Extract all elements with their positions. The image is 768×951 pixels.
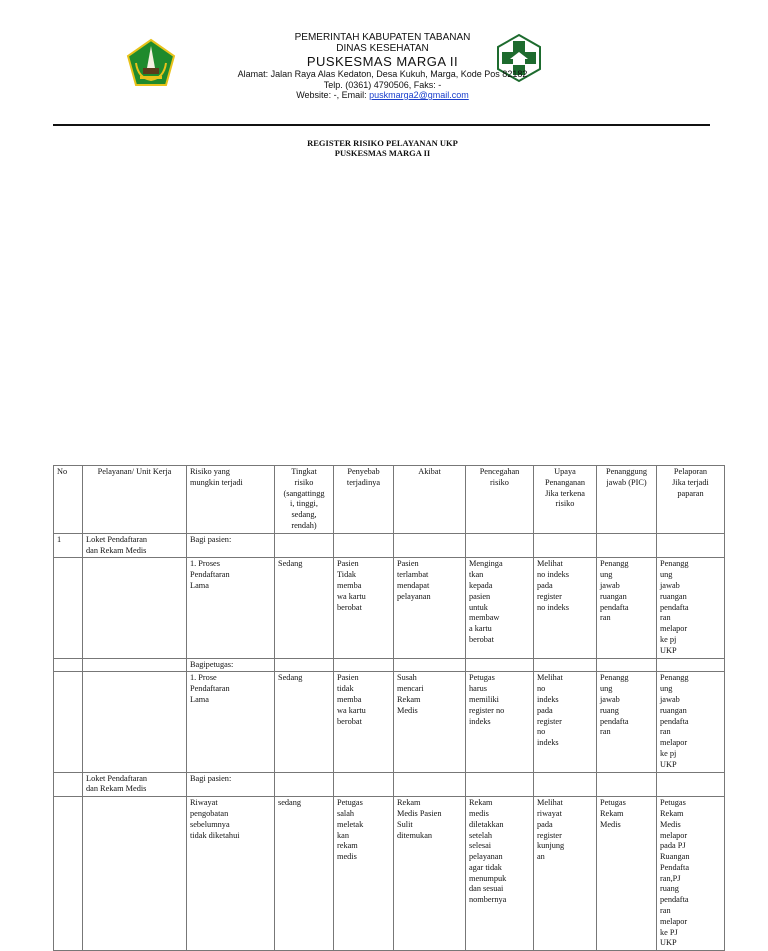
column-header: Pelaporan Jika terjadi paparan [657,466,725,534]
column-header: Pelayanan/ Unit Kerja [83,466,187,534]
table-cell: Loket Pendaftaran dan Rekam Medis [83,772,187,797]
column-header: Penanggung jawab (PIC) [597,466,657,534]
table-cell: Petugas Rekam Medis [597,797,657,951]
table-cell [466,772,534,797]
table-cell [54,658,83,672]
table-cell: Pasien terlambat mendapat pelayanan [394,558,466,658]
website-email [200,90,565,101]
table-cell [83,797,187,951]
column-header: Risiko yang mungkin terjadi [187,466,275,534]
table-cell: Petugas Rekam Medis melapor pada PJ Ruangan Pendafta ran,PJ ruang pendafta ran melapor ke PJ UKP [657,797,725,951]
table-row [54,558,725,658]
table-cell [534,658,597,672]
table-cell [83,658,187,672]
table-cell: Penangg ung jawab ruangan pendafta ran [597,558,657,658]
table-cell: Melihat no indeks pada register no indeks [534,672,597,772]
table-cell [466,533,534,558]
table-cell [334,772,394,797]
address: Alamat: Jalan Raya Alas Kedaton, Desa Kukuh, Marga, Kode Pos 82182 [237,69,528,79]
table-cell [394,658,466,672]
risk-register-table [53,465,725,951]
document-title-block [200,138,565,158]
table-cell [597,772,657,797]
table-cell: 1. Prose Pendaftaran Lama [187,672,275,772]
table-cell [394,533,466,558]
document-title: REGISTER RISIKO PELAYANAN UKP [307,138,458,148]
column-header: Pencegahan risiko [466,466,534,534]
department-name: DINAS KESEHATAN [336,43,429,54]
phone: Telp. (0361) 4790506, Faks: - [323,79,442,90]
table-cell: Petugas salah meletak kan rekam medis [334,797,394,951]
table-cell [275,533,334,558]
table-row [54,797,725,951]
table-cell [83,558,187,658]
table-cell: Riwayat pengobatan sebelumnya tidak diketahui [187,797,275,951]
document-subtitle: PUSKESMAS MARGA II [334,148,431,158]
table-cell [657,658,725,672]
table-cell: 1 [54,533,83,558]
table-cell: Pasien Tidak memba wa kartu berobat [334,558,394,658]
government-name: PEMERINTAH KABUPATEN TABANAN [294,32,471,43]
table-row [54,772,725,797]
table-cell: Rekam medis diletakkan setelah selesai pelayanan agar tidak menumpuk dan sesuai nombernya [466,797,534,951]
table-cell: Penangg ung jawab ruangan pendafta ran melapor ke pj UKP [657,558,725,658]
table-cell: Susah mencari Rekam Medis [394,672,466,772]
column-header: Akibat [394,466,466,534]
table-cell: Melihat riwayat pada register kunjung an [534,797,597,951]
table-cell [534,772,597,797]
column-header: Upaya Penanganan Jika terkena risiko [534,466,597,534]
table-cell [597,658,657,672]
table-cell [54,797,83,951]
table-cell [54,672,83,772]
table-cell: Loket Pendaftaran dan Rekam Medis [83,533,187,558]
table-cell [466,658,534,672]
table-row [54,533,725,558]
table-cell: Bagi pasien: [187,533,275,558]
table-cell: Melihat no indeks pada register no indeks [534,558,597,658]
table-cell: sedang [275,797,334,951]
table-row [54,672,725,772]
letterhead [200,32,565,101]
table-cell [534,533,597,558]
table-cell: Sedang [275,558,334,658]
table-cell: Petugas harus memiliki register no indeks [466,672,534,772]
table-cell [334,658,394,672]
table-cell: Bagi pasien: [187,772,275,797]
table-cell [275,772,334,797]
table-cell [334,533,394,558]
table-cell: Penangg ung jawab ruangan pendafta ran melapor ke pj UKP [657,672,725,772]
table-cell [275,658,334,672]
table-cell: Pasien tidak memba wa kartu berobat [334,672,394,772]
table-cell: Rekam Medis Pasien Sulit ditemukan [394,797,466,951]
email-link[interactable]: puskmarga2@gmail.com [369,90,469,100]
table-cell [54,772,83,797]
table-row [54,658,725,672]
table-cell: 1. Proses Pendaftaran Lama [187,558,275,658]
table-header-row [54,466,725,534]
table-cell [597,533,657,558]
column-header: No [54,466,83,534]
table-cell: Sedang [275,672,334,772]
puskesmas-name: PUSKESMAS MARGA II [306,54,459,69]
table-cell: Menginga tkan kepada pasien untuk membaw a kartu berobat [466,558,534,658]
letterhead-divider [53,124,710,126]
column-header: Penyebab terjadinya [334,466,394,534]
table-cell [394,772,466,797]
website-label: Website: -, Email: [296,90,370,100]
tabanan-regency-logo [126,38,176,88]
table-cell [83,672,187,772]
table-cell [54,558,83,658]
column-header: Tingkat risiko (sangattingg i, tinggi, sedang, rendah) [275,466,334,534]
table-cell: Bagipetugas: [187,658,275,672]
table-cell: Penangg ung jawab ruang pendafta ran [597,672,657,772]
table-cell [657,533,725,558]
table-cell [657,772,725,797]
